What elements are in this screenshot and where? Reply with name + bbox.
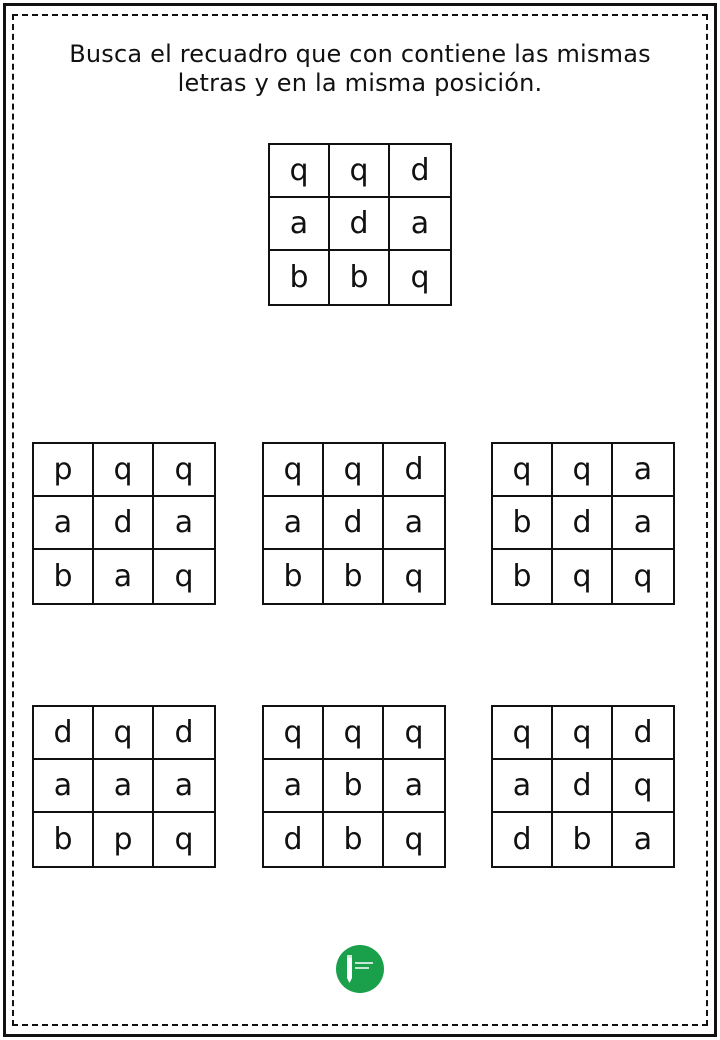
grid-cell: b	[493, 497, 553, 550]
grid-cell: a	[613, 444, 673, 497]
grid-cell: q	[94, 707, 154, 760]
grid-cell: q	[330, 145, 390, 198]
grid-cell: p	[94, 813, 154, 866]
option-grid-2[interactable]	[262, 442, 446, 605]
instructions	[40, 40, 680, 98]
grid-cell: a	[154, 497, 214, 550]
grid-cell: a	[34, 760, 94, 813]
grid-cell: q	[553, 550, 613, 603]
grid-cell: a	[154, 760, 214, 813]
grid-cell: b	[330, 251, 390, 304]
grid-cell: b	[34, 550, 94, 603]
grid-cell: q	[633, 558, 653, 594]
grid-cell: a	[493, 760, 553, 813]
grid-cell: q	[404, 821, 424, 857]
grid-cell: a	[613, 497, 673, 550]
grid-cell: d	[330, 198, 390, 251]
option-grid-5[interactable]	[262, 705, 446, 868]
option-grid-3[interactable]	[491, 442, 675, 605]
grid-cell: q	[404, 558, 424, 594]
grid-cell: q	[384, 707, 444, 760]
grid-cell: a	[270, 198, 330, 251]
option-grid-6[interactable]	[491, 705, 675, 868]
grid-cell: a	[390, 198, 450, 251]
grid-cell: q	[174, 821, 194, 857]
grid-cell: b	[264, 550, 324, 603]
target-grid	[268, 143, 452, 306]
grid-cell: d	[34, 707, 94, 760]
grid-cell: q	[264, 444, 324, 497]
grid-cell: b	[34, 813, 94, 866]
grid-cell: p	[34, 444, 94, 497]
grid-cell: q	[553, 707, 613, 760]
instructions-line-2: letras y en la misma posición.	[177, 69, 543, 97]
grid-cell: q	[493, 444, 553, 497]
grid-cell: a	[94, 550, 154, 603]
grid-cell: d	[553, 497, 613, 550]
grid-cell: a	[633, 821, 653, 857]
grid-cell: b	[553, 813, 613, 866]
grid-cell: b	[324, 550, 384, 603]
grid-cell: a	[384, 760, 444, 813]
grid-cell: q	[174, 558, 194, 594]
grid-cell: q	[613, 760, 673, 813]
grid-cell: d	[613, 707, 673, 760]
grid-cell: d	[390, 145, 450, 198]
grid-cell: d	[553, 760, 613, 813]
grid-cell: a	[34, 497, 94, 550]
grid-cell: q	[270, 145, 330, 198]
grid-cell: q	[264, 707, 324, 760]
grid-cell: q	[94, 444, 154, 497]
grid-cell: d	[384, 444, 444, 497]
grid-cell: q	[553, 444, 613, 497]
grid-cell: q	[324, 444, 384, 497]
grid-cell: b	[324, 760, 384, 813]
grid-cell: q	[324, 707, 384, 760]
grid-cell: q	[493, 707, 553, 760]
grid-cell: a	[384, 497, 444, 550]
grid-cell: d	[154, 707, 214, 760]
grid-cell: b	[493, 550, 553, 603]
grid-cell: d	[324, 497, 384, 550]
grid-cell: q	[154, 444, 214, 497]
grid-cell: a	[264, 760, 324, 813]
grid-cell: d	[264, 813, 324, 866]
grid-cell: d	[493, 813, 553, 866]
pencil-logo-icon	[335, 944, 385, 994]
grid-cell: a	[264, 497, 324, 550]
option-grid-4[interactable]	[32, 705, 216, 868]
grid-cell: b	[270, 251, 330, 304]
grid-cell: a	[94, 760, 154, 813]
instructions-line-1: Busca el recuadro que con contiene las mismas	[69, 40, 651, 68]
grid-cell: b	[324, 813, 384, 866]
grid-cell: q	[410, 259, 430, 295]
option-grid-1[interactable]	[32, 442, 216, 605]
grid-cell: d	[94, 497, 154, 550]
